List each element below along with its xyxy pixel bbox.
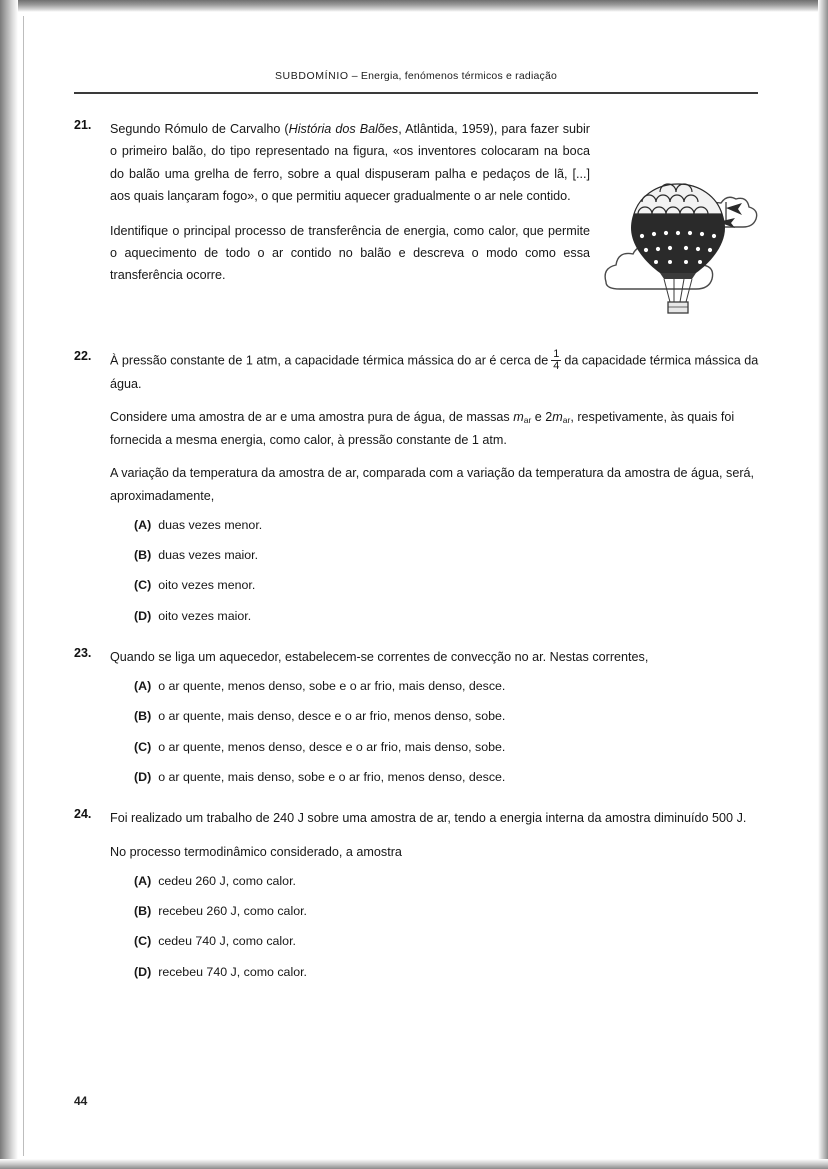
header-rule xyxy=(74,92,758,94)
option-b-text: o ar quente, mais denso, desce e o ar frio, menos denso, sobe. xyxy=(158,709,506,724)
q22-sub1: ar xyxy=(523,415,532,426)
question-22-paragraph-3: A variação da temperatura da amostra de ar, comparada com a variação da temperatura da amostra de água, será, aproximadamente, xyxy=(110,466,755,503)
option-a-label: (A) xyxy=(134,517,152,532)
header-subdominio-label: SUBDOMÍNIO xyxy=(274,70,349,82)
option-b[interactable] xyxy=(134,902,764,921)
option-d-label: (D) xyxy=(134,769,152,784)
question-21-number: 21. xyxy=(74,118,92,132)
option-b[interactable] xyxy=(134,546,764,565)
q22-var-m2: m xyxy=(552,410,563,425)
header-dash: – xyxy=(351,70,358,82)
question-21-body xyxy=(110,118,590,287)
option-c-text: oito vezes menor. xyxy=(158,578,256,593)
option-c[interactable] xyxy=(134,576,764,595)
q22-seg-b: da capacidade térmica mássica da água. xyxy=(110,353,759,391)
option-b-label: (B) xyxy=(134,709,152,724)
question-21-paragraph-2: Identifique o principal processo de transferência de energia, como calor, que permite o aquecimento de todo o ar contido no balão e descreva o modo como essa transferência ocorre. xyxy=(110,223,590,283)
fraction-numerator: 1 xyxy=(553,347,560,360)
question-24 xyxy=(74,807,764,982)
q22-var-m1: m xyxy=(513,410,524,425)
question-24-body xyxy=(110,807,764,982)
option-a-text: cedeu 260 J, como calor. xyxy=(158,873,296,888)
question-22-options xyxy=(134,516,764,626)
fraction-one-quarter xyxy=(551,349,561,373)
scan-edge-left-line xyxy=(23,16,24,1156)
q22-seg-c3: , respetivamente, às quais foi fornecida a mesma energia, como calor, à pressão constante de 1 atm. xyxy=(110,410,735,447)
option-a-text: duas vezes menor. xyxy=(158,517,263,532)
question-24-paragraph-1: Foi realizado um trabalho de 240 J sobre uma amostra de ar, tendo a energia interna da amostra diminuído 500 J. xyxy=(110,811,747,826)
option-b-label: (B) xyxy=(134,548,152,563)
option-c[interactable] xyxy=(134,932,764,951)
q21-seg1: Segundo Rómulo de Carvalho ( xyxy=(110,122,289,136)
option-b[interactable] xyxy=(134,707,764,726)
option-d-label: (D) xyxy=(134,964,152,979)
option-b-text: duas vezes maior. xyxy=(158,548,259,563)
q22-seg-c2: e 2 xyxy=(534,410,553,425)
option-d[interactable] xyxy=(134,607,764,626)
scan-edge-top xyxy=(0,0,828,12)
question-24-paragraph-2: No processo termodinâmico considerado, a amostra xyxy=(110,844,402,859)
question-23-paragraph-1: Quando se liga um aquecedor, estabelecem-se correntes de convecção no ar. Nestas correntes, xyxy=(110,649,649,664)
question-22-number: 22. xyxy=(74,348,92,363)
question-23-body xyxy=(110,646,764,787)
question-23 xyxy=(74,646,764,787)
option-b-label: (B) xyxy=(134,904,152,919)
option-d-text: oito vezes maior. xyxy=(158,608,252,623)
document-page xyxy=(26,16,818,1156)
option-a[interactable] xyxy=(134,516,764,535)
page-content xyxy=(74,118,764,999)
scan-edge-right xyxy=(818,0,828,1169)
option-d-label: (D) xyxy=(134,608,152,623)
page-header xyxy=(74,70,758,82)
option-a-text: o ar quente, menos denso, sobe e o ar frio, mais denso, desce. xyxy=(158,679,506,694)
option-d[interactable] xyxy=(134,963,764,982)
option-d[interactable] xyxy=(134,768,764,787)
q21-seg2: , Atlântida, 1959), para fazer subir o primeiro balão, do tipo representado na figura, «os inventores colocaram na boca do balão uma grelha de ferro, sobre a qual dispuseram palha e pedaços de lã, [...] aos quais lançaram fogo», o que permitiu aquecer gradualmente o ar nele contido. xyxy=(110,122,590,204)
option-c-text: o ar quente, menos denso, desce e o ar frio, mais denso, sobe. xyxy=(158,739,506,754)
option-c-label: (C) xyxy=(134,739,152,754)
q21-italic-title: História dos Balões xyxy=(288,122,399,136)
question-24-options xyxy=(134,872,764,982)
option-c-text: cedeu 740 J, como calor. xyxy=(158,934,296,949)
header-topic: Energia, fenómenos térmicos e radiação xyxy=(360,70,558,82)
question-21-paragraph-1 xyxy=(110,118,590,208)
option-d-text: o ar quente, mais denso, sobe e o ar frio, menos denso, desce. xyxy=(158,769,506,784)
option-a[interactable] xyxy=(134,677,764,696)
option-c-label: (C) xyxy=(134,934,152,949)
q22-seg-a: À pressão constante de 1 atm, a capacidade térmica mássica do ar é cerca de xyxy=(110,353,549,368)
question-21 xyxy=(74,118,764,287)
q22-seg-c1: Considere uma amostra de ar e uma amostra pura de água, de massas xyxy=(110,410,510,425)
option-a[interactable] xyxy=(134,872,764,891)
question-23-number: 23. xyxy=(74,645,92,660)
question-24-number: 24. xyxy=(74,807,92,822)
scan-edge-bottom xyxy=(0,1159,828,1169)
option-c-label: (C) xyxy=(134,578,152,593)
fraction-denominator: 4 xyxy=(553,360,560,373)
q22-sub2: ar xyxy=(562,415,571,426)
option-b-text: recebeu 260 J, como calor. xyxy=(158,904,307,919)
scan-edge-left xyxy=(0,0,18,1169)
question-22-body xyxy=(110,349,764,626)
page-number: 44 xyxy=(74,1094,88,1108)
question-22 xyxy=(74,349,764,626)
question-23-options xyxy=(134,677,764,787)
option-d-text: recebeu 740 J, como calor. xyxy=(158,964,307,979)
option-c[interactable] xyxy=(134,738,764,757)
question-22-paragraph-1 xyxy=(110,349,764,396)
option-a-label: (A) xyxy=(134,679,152,694)
question-22-paragraph-2 xyxy=(110,406,764,451)
hot-air-balloon-icon xyxy=(598,162,758,322)
option-a-label: (A) xyxy=(134,873,152,888)
